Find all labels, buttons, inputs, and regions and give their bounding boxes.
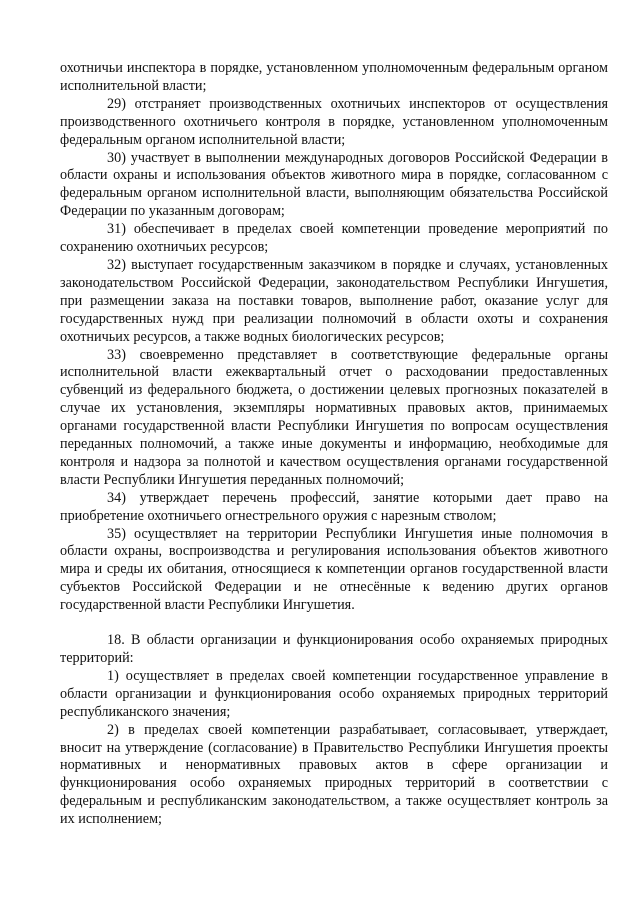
paragraph-item-32: 32) выступает государственным заказчиком в порядке и случаях, установленных законодательством Российской Федерации, законодательством Республики Ингушетия, при размещении заказа на поставки товаров, выполнение работ, оказание услуг для государственных нужд при реализации полномочий в области охоты и сохранения охотничьих ресурсов, а также водных биологических ресурсов; bbox=[60, 256, 608, 345]
paragraph-item-29: 29) отстраняет производственных охотничьих инспекторов от осуществления производственного охотничьего контроля в порядке, установленном уполномоченным федеральным органом исполнительной власти; bbox=[60, 95, 608, 148]
paragraph-18-item-2: 2) в пределах своей компетенции разрабатывает, согласовывает, утверждает, вносит на утверждение (согласование) в Правительство Республики Ингушетия проекты нормативных и ненормативных правовых актов в сфере организации и функционирования особо охраняемых природных территорий в соответствии с федеральным и республиканским законодательством, а также осуществляет контроль за их исполнением; bbox=[60, 721, 608, 828]
paragraph-item-35: 35) осуществляет на территории Республики Ингушетия иные полномочия в области охраны, воспроизводства и регулирования использования объектов животного мира и среды их обитания, относящиеся к компетенции органов государственной власти субъектов Российской Федерации и не отнесённые к ведению других органов государственной власти Республики Ингушетия. bbox=[60, 525, 608, 614]
document-page bbox=[60, 60, 608, 829]
section-gap bbox=[60, 615, 608, 632]
paragraph-item-31: 31) обеспечивает в пределах своей компетенции проведение мероприятий по сохранению охотничьих ресурсов; bbox=[60, 221, 608, 256]
section-18-heading: 18. В области организации и функционирования особо охраняемых природных территорий: bbox=[60, 632, 608, 666]
paragraph-item-33: 33) своевременно представляет в соответствующие федеральные органы исполнительной власти ежеквартальный отчет о расходовании предоставленных субвенций из федерального бюджета, о достижении целевых прогнозных показателей в случае их установления, экземпляры нормативных правовых актов, принимаемых органами государственной власти Республики Ингушетия по вопросам осуществления переданных полномочий, а также иные документы и информацию, необходимые для контроля и надзора за полнотой и качеством осуществления органами государственной власти Республики Ингушетия переданных полномочий; bbox=[60, 346, 608, 488]
paragraph-item-30: 30) участвует в выполнении международных договоров Российской Федерации в области охраны и использования объектов животного мира в порядке, согласованном с федеральным органом исполнительной власти, выполняющим обязательства Российской Федерации по указанным договорам; bbox=[60, 149, 608, 220]
paragraph-item-34: 34) утверждает перечень профессий, занятие которыми дает право на приобретение охотничьего огнестрельного оружия с нарезным стволом; bbox=[60, 489, 608, 524]
paragraph-18-item-1: 1) осуществляет в пределах своей компетенции государственное управление в области организации и функционирования особо охраняемых природных территорий республиканского значения; bbox=[60, 667, 608, 720]
paragraph-continued-item-28: охотничьи инспектора в порядке, установленном уполномоченным федеральным органом исполнительной власти; bbox=[60, 60, 608, 94]
